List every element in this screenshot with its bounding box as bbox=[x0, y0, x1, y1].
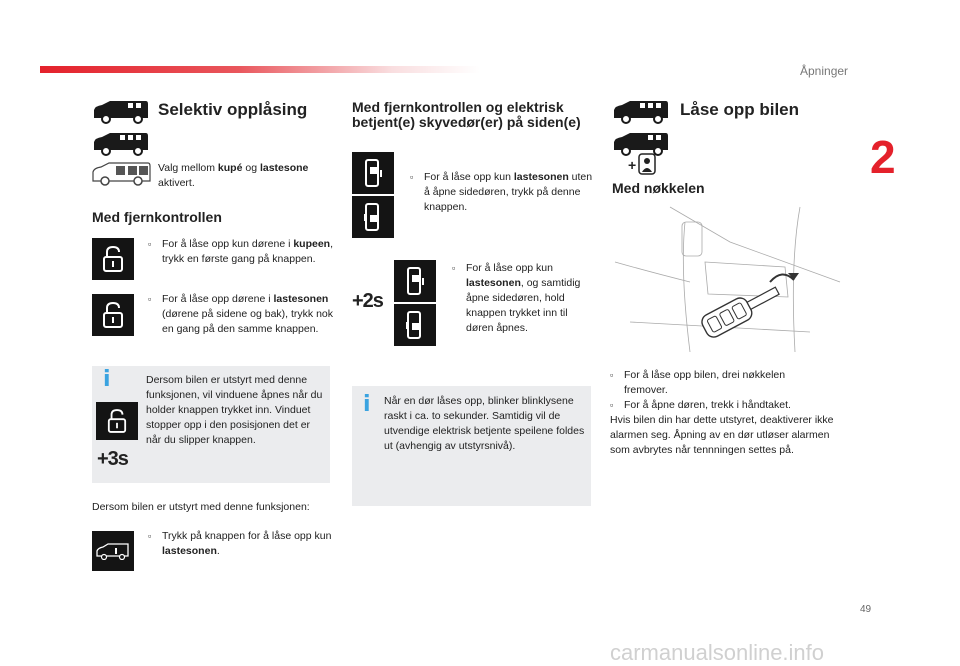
bullet-cargo-no-door: ▫ For å låse opp kun lastesonen uten å åpne sidedøren, trykk på denne knappen. bbox=[410, 171, 593, 213]
svg-text:+: + bbox=[628, 157, 637, 173]
sliding-door-icon bbox=[405, 266, 425, 296]
feature-text: Dersom bilen er utstyrt med denne funksjonen: bbox=[92, 501, 310, 513]
door-key-illustration bbox=[610, 202, 850, 362]
info-icon: i bbox=[103, 367, 111, 392]
sliding-door-icon bbox=[363, 202, 383, 232]
info-icon: i bbox=[363, 392, 371, 417]
sliding-door-icon bbox=[405, 310, 425, 340]
sliding-door-button[interactable] bbox=[394, 304, 436, 346]
info-text-indicators: Når en dør låses opp, blinker blinklysene raskt i ca. to sekunder. Samtidig vil de utvendige elektrisk betjente speilene foldes ut (avhengig av utstyrsnivå). bbox=[384, 395, 585, 452]
unlock-icon bbox=[102, 301, 124, 329]
unlock-icon bbox=[107, 408, 127, 434]
remote-unlock-button[interactable] bbox=[92, 238, 134, 280]
bullet-cabin-unlock: ▫ For å låse opp kun dørene i kupeen, trykk en første gang på knappen. bbox=[148, 238, 334, 265]
timer-2s-icon: +2s bbox=[352, 290, 383, 312]
van-icon bbox=[612, 98, 670, 124]
bullet-cargo-with-door: ▫ For å låse opp kun lastesonen, og samtidig åpne sidedøren, hold knappen trykket inn til døren åpnes. bbox=[452, 262, 581, 334]
col3-title: Låse opp bilen bbox=[680, 100, 800, 119]
chapter-number: 2 bbox=[870, 131, 896, 183]
remote-unlock-button[interactable] bbox=[92, 294, 134, 336]
alarm-text: Hvis bilen din har dette utstyret, deaktiverer ikke alarmen seg. Åpning av en dør utløser alarmen som avbrytes når tennningen settes på. bbox=[610, 414, 834, 456]
key-subheading: Med nøkkelen bbox=[612, 180, 705, 196]
bullet-cargo-only: ▫ Trykk på knappen for å låse opp kun lastesonen. bbox=[148, 530, 332, 557]
sliding-door-button[interactable] bbox=[394, 260, 436, 302]
col2-title: Med fjernkontrollen og elektrisk betjent(e) skyvedør(er) på siden(e) bbox=[352, 99, 581, 130]
selection-text: Valg mellom kupé og lastesone aktivert. bbox=[158, 162, 309, 189]
sliding-door-button[interactable] bbox=[352, 152, 394, 194]
section-name: Åpninger bbox=[800, 64, 849, 78]
van-open-icon bbox=[95, 542, 131, 560]
bullet-pull-handle: ▫ For å åpne døren, trekk i håndtaket. bbox=[610, 399, 791, 411]
unlock-icon bbox=[102, 245, 124, 273]
header-accent-bar bbox=[40, 66, 480, 73]
col1-title: Selektiv opplåsing bbox=[158, 100, 308, 119]
remote-heading: Med fjernkontrollen bbox=[92, 209, 222, 225]
sliding-door-icon bbox=[363, 158, 383, 188]
info-text-windows: Dersom bilen er utstyrt med denne funksjonen, vil vinduene åpnes når du holder knappen trykket inn. Vinduet stopper opp i den posisjonen det er når du slipper knappen. bbox=[146, 374, 323, 446]
unlock-button-illustration bbox=[96, 402, 138, 440]
cargo-unlock-button[interactable] bbox=[92, 531, 134, 571]
bullet-cargo-unlock: ▫ For å låse opp dørene i lastesonen (dørene på sidene og bak), trykk nok en gang på den samme knappen. bbox=[148, 293, 334, 335]
page-number: 49 bbox=[860, 604, 872, 615]
passenger-add-icon bbox=[628, 152, 658, 176]
van-selection-icon bbox=[90, 160, 152, 186]
van-icon bbox=[92, 130, 150, 156]
timer-3s-icon: +3s bbox=[97, 448, 128, 470]
sliding-door-button[interactable] bbox=[352, 196, 394, 238]
bullet-turn-key: ▫ For å låse opp bilen, drei nøkkelen fremover. bbox=[610, 369, 786, 396]
van-icon bbox=[92, 98, 150, 124]
watermark: carmanualsonline.info bbox=[610, 640, 825, 665]
